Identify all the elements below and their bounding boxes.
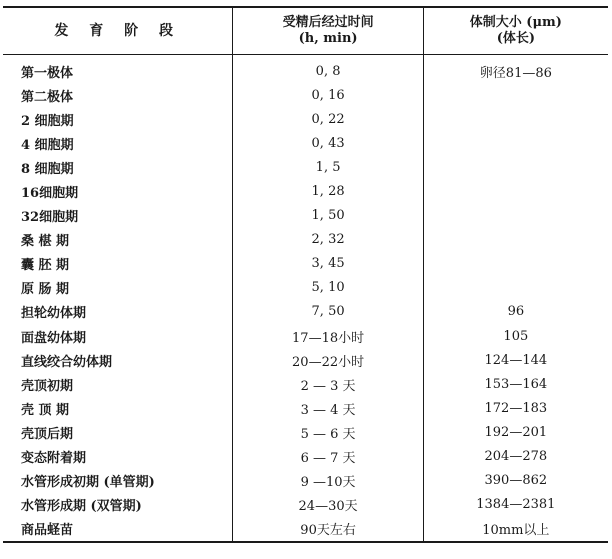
stage-cell: 4 细胞期 [21, 137, 74, 153]
time-cell: 5, 10 [233, 276, 423, 300]
size-cell: 1384—2381 [423, 493, 608, 517]
size-cell [423, 276, 608, 300]
size-cell: 204—278 [423, 445, 608, 469]
size-cell: 96 [423, 300, 608, 324]
table-row [3, 445, 608, 469]
stage-cell: 直线绞合幼体期 [21, 354, 113, 370]
size-cell [423, 252, 608, 276]
time-cell: 1, 5 [233, 155, 423, 179]
size-cell [423, 131, 608, 155]
size-cell [423, 204, 608, 228]
stage-cell: 16细胞期 [21, 186, 79, 202]
table-row [3, 131, 608, 155]
table-row [3, 83, 608, 107]
table-row [3, 179, 608, 203]
header-size [423, 7, 608, 55]
stage-cell: 壳 顶 期 [21, 402, 70, 418]
development-stages-table [3, 6, 608, 543]
table-row [3, 348, 608, 372]
size-cell [423, 155, 608, 179]
table-row [3, 469, 608, 493]
header-time-line2: (h, min) [298, 31, 358, 46]
table-row [3, 517, 608, 542]
stage-cell: 水管形成期 (双管期) [21, 499, 142, 515]
time-cell: 20—22小时 [233, 348, 423, 372]
time-cell: 5 — 6 天 [233, 420, 423, 444]
size-cell: 172—183 [423, 396, 608, 420]
table-row [3, 420, 608, 444]
size-cell: 153—164 [423, 372, 608, 396]
time-cell: 1, 50 [233, 204, 423, 228]
table-row [3, 155, 608, 179]
size-cell [423, 179, 608, 203]
stage-cell: 2 细胞期 [21, 113, 74, 129]
header-stage: 发 育 阶 段 [3, 7, 233, 55]
stage-cell: 8 细胞期 [21, 161, 74, 177]
time-cell: 0, 22 [233, 107, 423, 131]
stage-cell: 壳顶初期 [21, 378, 74, 394]
table-row [3, 55, 608, 84]
table-row [3, 372, 608, 396]
time-cell: 17—18小时 [233, 324, 423, 348]
size-cell: 卵径81—86 [423, 55, 608, 84]
size-cell [423, 228, 608, 252]
time-cell: 2 — 3 天 [233, 372, 423, 396]
header-time [233, 7, 423, 55]
header-size-line2: (体长) [496, 31, 535, 46]
table-header [3, 7, 608, 55]
stage-cell: 担轮幼体期 [21, 306, 87, 322]
table-row [3, 228, 608, 252]
stage-cell: 第一极体 [21, 65, 74, 81]
table-row [3, 107, 608, 131]
header-row [3, 7, 608, 55]
size-cell [423, 107, 608, 131]
header-size-line1: 体制大小 (μm) [469, 15, 562, 30]
table-row [3, 252, 608, 276]
time-cell: 0, 16 [233, 83, 423, 107]
size-cell [423, 83, 608, 107]
size-cell: 124—144 [423, 348, 608, 372]
time-cell: 9 —10天 [233, 469, 423, 493]
table-row [3, 300, 608, 324]
size-cell: 10mm以上 [423, 517, 608, 542]
time-cell: 90天左右 [233, 517, 423, 542]
stage-cell: 桑 椹 期 [21, 234, 70, 250]
stage-cell: 壳顶后期 [21, 426, 74, 442]
table-row [3, 324, 608, 348]
table-row [3, 396, 608, 420]
size-cell: 105 [423, 324, 608, 348]
size-cell: 390—862 [423, 469, 608, 493]
time-cell: 1, 28 [233, 179, 423, 203]
stage-cell: 变态附着期 [21, 451, 87, 467]
time-cell: 7, 50 [233, 300, 423, 324]
time-cell: 6 — 7 天 [233, 445, 423, 469]
stage-cell: 32细胞期 [21, 210, 79, 226]
table-row [3, 204, 608, 228]
time-cell: 0, 8 [233, 55, 423, 84]
stage-cell: 原 肠 期 [21, 282, 70, 298]
size-cell: 192—201 [423, 420, 608, 444]
header-time-line1: 受精后经过时间 [282, 15, 374, 30]
table-row [3, 493, 608, 517]
table-body [3, 55, 608, 542]
time-cell: 3, 45 [233, 252, 423, 276]
stage-cell: 面盘幼体期 [21, 330, 87, 346]
time-cell: 3 — 4 天 [233, 396, 423, 420]
time-cell: 24—30天 [233, 493, 423, 517]
stage-cell: 第二极体 [21, 89, 74, 105]
table-row [3, 276, 608, 300]
stage-cell: 水管形成初期 (单管期) [21, 475, 155, 491]
stage-cell: 商品蛏苗 [3, 517, 233, 542]
stage-cell: 囊 胚 期 [21, 258, 70, 274]
time-cell: 2, 32 [233, 228, 423, 252]
time-cell: 0, 43 [233, 131, 423, 155]
